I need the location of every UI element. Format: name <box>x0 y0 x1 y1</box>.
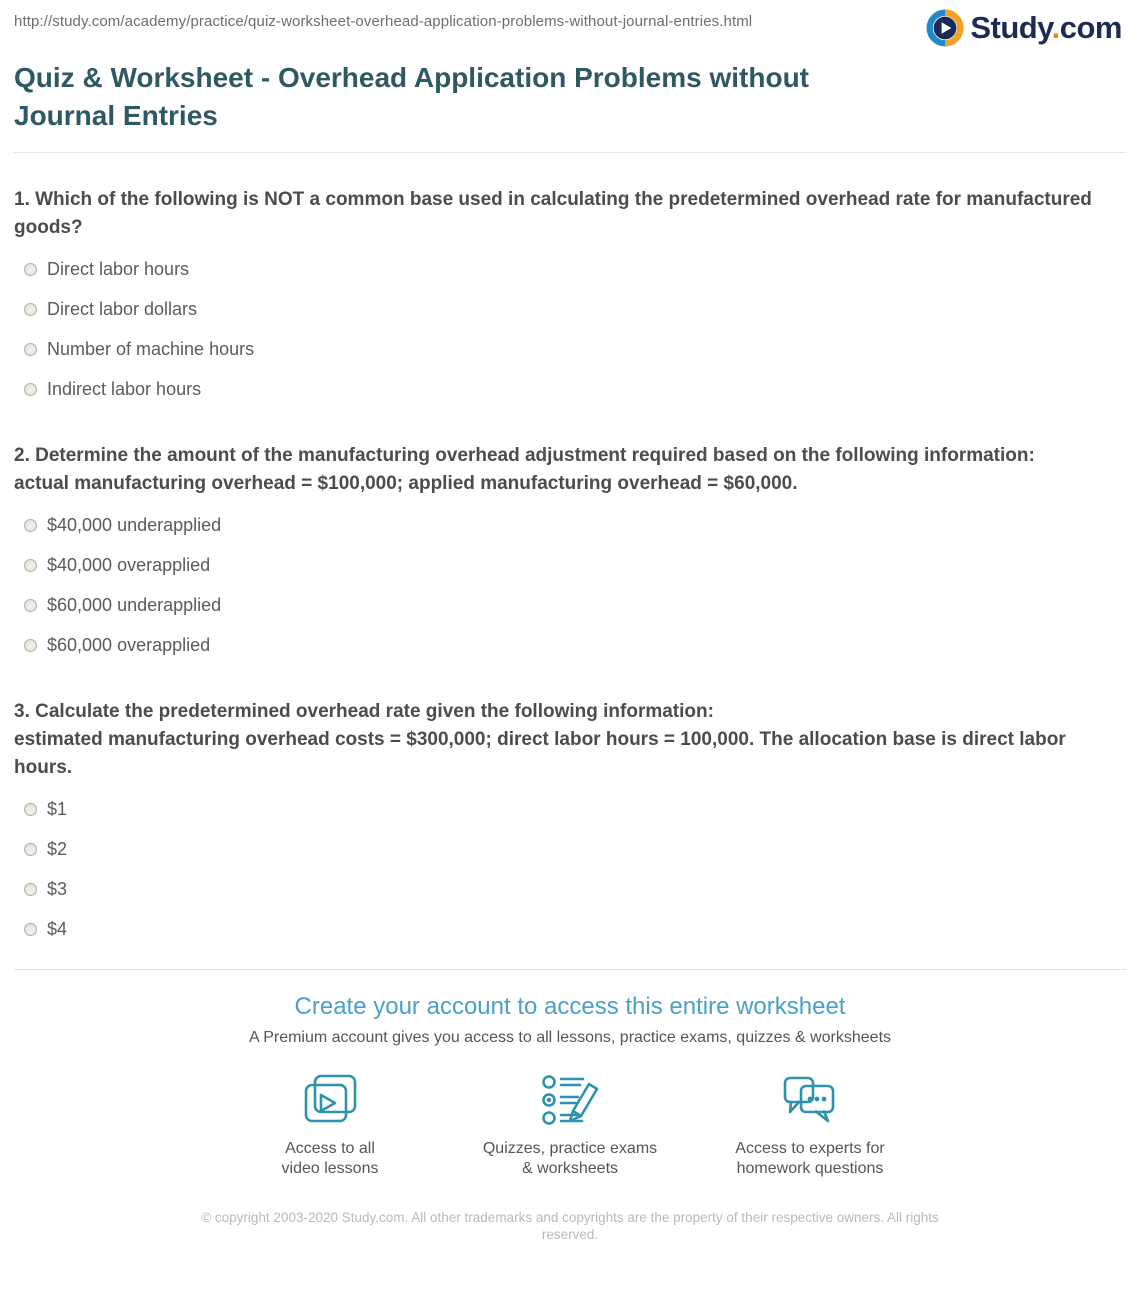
radio-button[interactable] <box>24 923 37 936</box>
footer-divider <box>14 969 1126 970</box>
option-row[interactable] <box>14 789 1119 829</box>
option-row[interactable] <box>14 289 1119 329</box>
radio-button[interactable] <box>24 263 37 276</box>
option-row[interactable] <box>14 505 1119 545</box>
option-label: Number of machine hours <box>47 338 255 359</box>
option-label: Direct labor hours <box>47 258 190 279</box>
question-3-options <box>14 789 1119 949</box>
question-3-detail: estimated manufacturing overhead costs = $300,000; direct labor hours = 100,000. The allocation base is direct labor hours. <box>14 729 1066 778</box>
radio-button[interactable] <box>24 599 37 612</box>
option-label: $40,000 overapplied <box>47 554 211 575</box>
feature-homework-experts <box>690 1073 930 1179</box>
option-row[interactable] <box>14 829 1119 869</box>
page-title: Quiz & Worksheet - Overhead Application Problems without Journal Entries <box>14 62 809 131</box>
premium-subheading: A Premium account gives you access to all lessons, practice exams, quizzes & worksheets <box>248 1029 892 1046</box>
feature-label <box>450 1139 690 1179</box>
radio-button[interactable] <box>24 519 37 532</box>
logo-text-com: com <box>1059 10 1122 45</box>
option-row[interactable] <box>14 249 1119 289</box>
radio-button[interactable] <box>24 639 37 652</box>
question-1 <box>14 186 1119 409</box>
radio-button[interactable] <box>24 383 37 396</box>
option-label: $2 <box>47 838 68 859</box>
play-circle-logo-icon <box>926 9 964 47</box>
radio-button[interactable] <box>24 883 37 896</box>
question-2 <box>14 442 1119 665</box>
option-label: $60,000 underapplied <box>47 594 222 615</box>
logo-text-study: Study <box>970 10 1052 45</box>
question-1-prompt: 1. Which of the following is NOT a common base used in calculating the predetermined overhead rate for manufactured goods? <box>14 189 1092 238</box>
question-2-prompt: 2. Determine the amount of the manufacturing overhead adjustment required based on the following information: <box>14 445 1035 466</box>
title-divider <box>14 152 1126 153</box>
radio-button[interactable] <box>24 303 37 316</box>
option-label: $1 <box>47 798 68 819</box>
study-logo[interactable] <box>926 9 1122 47</box>
feature-label-line2: homework questions <box>736 1160 884 1177</box>
question-3-prompt: 3. Calculate the predetermined overhead rate given the following information: <box>14 701 714 722</box>
feature-label-line1: Access to experts for <box>735 1140 885 1157</box>
radio-button[interactable] <box>24 559 37 572</box>
option-row[interactable] <box>14 545 1119 585</box>
feature-label-line2: video lessons <box>281 1160 379 1177</box>
create-account-link[interactable]: Create your account to access this entire worksheet <box>294 993 846 1020</box>
feature-label-line1: Quizzes, practice exams <box>482 1140 658 1157</box>
homework-experts-icon <box>777 1073 843 1129</box>
question-3 <box>14 698 1119 949</box>
quizzes-worksheets-icon <box>537 1073 603 1129</box>
video-lessons-icon <box>297 1073 363 1129</box>
question-2-options <box>14 505 1119 665</box>
option-label: $60,000 overapplied <box>47 634 211 655</box>
option-row[interactable] <box>14 625 1119 665</box>
logo-text-dot: . <box>1051 10 1060 45</box>
option-row[interactable] <box>14 329 1119 369</box>
radio-button[interactable] <box>24 803 37 816</box>
feature-label-line1: Access to all <box>285 1140 375 1157</box>
question-1-options <box>14 249 1119 409</box>
option-row[interactable] <box>14 909 1119 949</box>
option-label: $3 <box>47 878 68 899</box>
features-row <box>210 1073 930 1179</box>
option-row[interactable] <box>14 369 1119 409</box>
option-row[interactable] <box>14 869 1119 909</box>
feature-label-line2: & worksheets <box>521 1160 619 1177</box>
radio-button[interactable] <box>24 843 37 856</box>
feature-video-lessons <box>210 1073 450 1179</box>
radio-button[interactable] <box>24 343 37 356</box>
feature-quizzes-worksheets <box>450 1073 690 1179</box>
feature-label <box>210 1139 450 1179</box>
copyright-notice: © copyright 2003-2020 Study.com. All other trademarks and copyrights are the property of their respective owners. All rights reserved. <box>201 1210 939 1242</box>
feature-label <box>690 1139 930 1179</box>
option-label: $4 <box>47 918 68 939</box>
question-2-detail: actual manufacturing overhead = $100,000; applied manufacturing overhead = $60,000. <box>14 473 798 494</box>
option-label: Direct labor dollars <box>47 298 198 319</box>
logo-text <box>970 10 1122 46</box>
option-row[interactable] <box>14 585 1119 625</box>
option-label: Indirect labor hours <box>47 378 202 399</box>
option-label: $40,000 underapplied <box>47 514 222 535</box>
page-url: http://study.com/academy/practice/quiz-worksheet-overhead-application-problems-without-journal-entries.html <box>14 13 753 30</box>
